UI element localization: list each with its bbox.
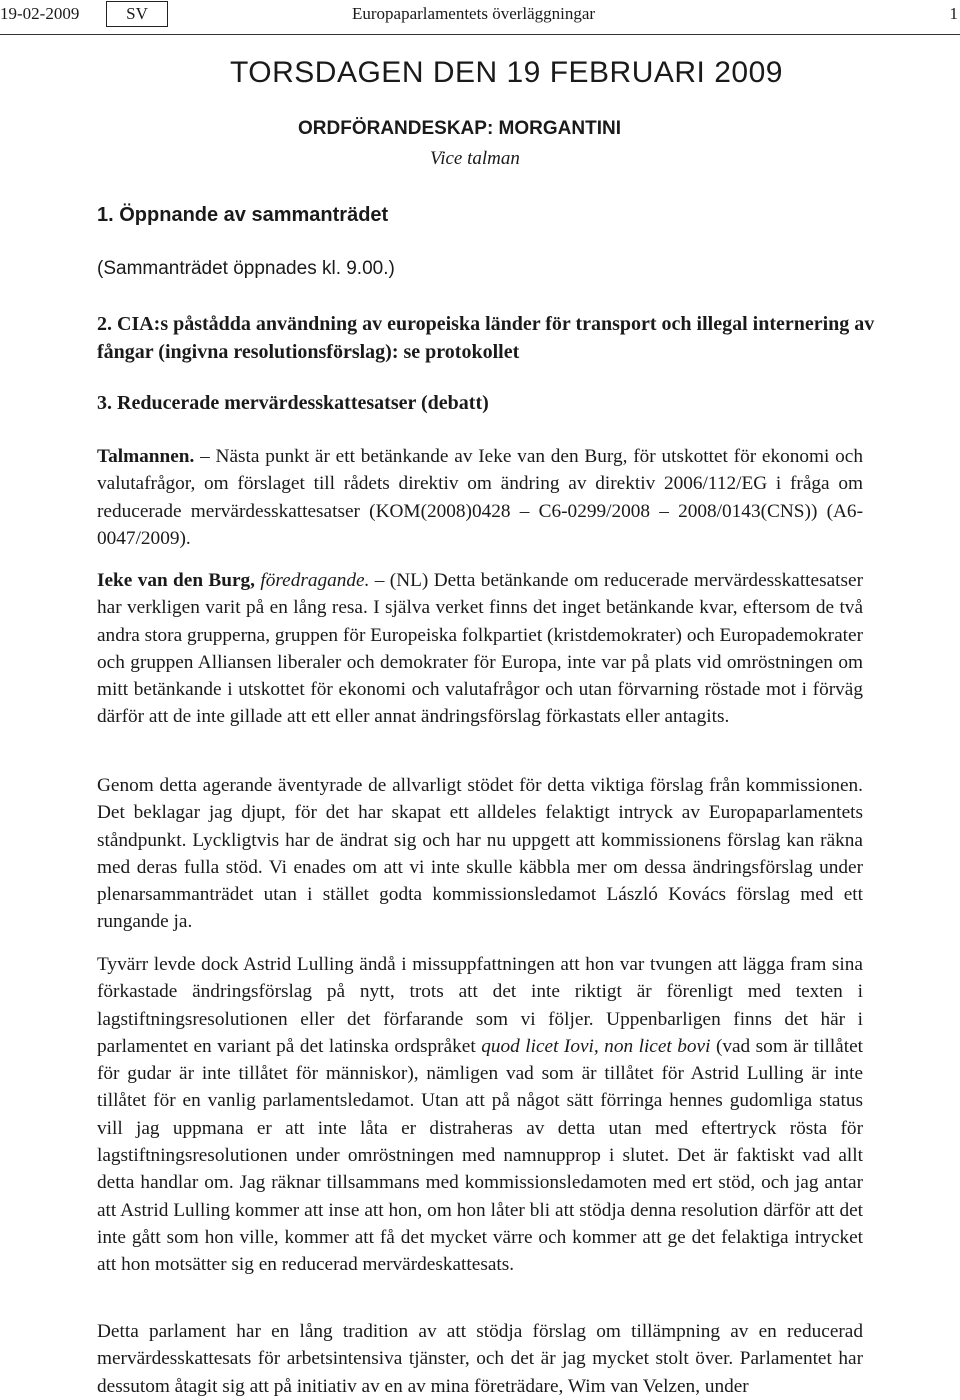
latin-phrase: quod licet Iovi, non licet bovi bbox=[481, 1035, 711, 1057]
page-header bbox=[0, 0, 960, 30]
day-title: TORSDAGEN DEN 19 FEBRUARI 2009 bbox=[230, 56, 783, 89]
debate-paragraph bbox=[97, 1318, 863, 1400]
debate-paragraph bbox=[97, 567, 863, 731]
debate-paragraph bbox=[97, 443, 863, 552]
page-number: 1 bbox=[949, 4, 958, 23]
publication-title: Europaparlamentets överläggningar bbox=[352, 4, 596, 23]
paragraph-text: Detta parlament har en lång tradition av att stödja förslag om tillämpning av en reducerad mervärdesskattesats för arbetsintensiva tjänster, och det är jag mycket stolt över. Parlamentet har dessutom åtagit sig att på initiativ av en av mina företrädare, Wim van Velzen, under bbox=[97, 1321, 863, 1397]
language-note: – (NL) bbox=[374, 570, 429, 591]
agenda-item-3-heading: 3. Reducerade mervärdesskattesatser (debatt) bbox=[97, 392, 489, 414]
header-date: 19-02-2009 bbox=[0, 4, 80, 23]
agenda-item-1-note: (Sammanträdet öppnades kl. 9.00.) bbox=[97, 258, 395, 279]
agenda-item-1-heading: 1. Öppnande av sammanträdet bbox=[97, 204, 389, 226]
chair-line: ORDFÖRANDESKAP: MORGANTINI bbox=[298, 118, 621, 139]
speaker-role: föredragande. bbox=[260, 570, 370, 591]
debate-paragraph bbox=[97, 772, 863, 936]
language-badge: SV bbox=[106, 1, 168, 27]
paragraph-text: Tyvärr levde dock Astrid Lulling ändå i missuppfattningen att hon var tvungen att lägga fram sina förkastade ändringsförslag på nytt, trots att det inte riktigt är förenligt med texten i lagstiftningsresolutionen eller det förfarande som vi följer. Uppenbarligen finns det här i parlamentet en variant på det latinska ordspråket bbox=[97, 954, 863, 1057]
paragraph-text: (vad som är tillåtet för gudar är inte tillåtet för människor), nämligen vad som är tillåtet för Astrid Lulling är inte tillåtet för en vanlig parlamentsledamot. Utan att på något sätt förringa hennes gudomliga status vill jag uppmana er att inte låta er distraheras av detta utan med eftertryck rösta för lagstiftningsresolutionen under omröstningen med namnupprop i slutet. Det är faktiskt vad allt detta handlar om. Jag räknar tillsammans med kommissionsledamoten med ert stöd, och jag antar att Astrid Lulling kommer att inse att hon, om hon låter bli att stödja denna resolution därför att det inte gått som hon ville, kommer att få det mycket värre och kommer att ge det felaktiga intrycket att hon motsätter sig en reducerad mervärdeskattesats. bbox=[97, 1035, 864, 1276]
speaker-name: Talmannen. bbox=[97, 446, 195, 467]
paragraph-text: – Nästa punkt är ett betänkande av Ieke van den Burg, för utskottet för ekonomi och valutafrågor, om förslaget till rådets direktiv om ändring av direktiv 2006/112/EG i fråga om reducerade mervärdesskattesatser (KOM(2008)0428 – C6-0299/2008 – 2008/0143(CNS)) (A6-0047/2009). bbox=[97, 446, 863, 549]
chair-role: Vice talman bbox=[430, 148, 520, 169]
agenda-item-2-heading: 2. CIA:s påstådda användning av europeiska länder för transport och illegal internering av fångar (ingivna resolutionsförslag): se protokollet bbox=[97, 313, 875, 363]
debate-paragraph bbox=[97, 951, 863, 1279]
paragraph-text: Genom detta agerande äventyrade de allvarligt stödet för detta viktiga förslag från kommissionen. Det beklagar jag djupt, för det har skapat ett alldeles felaktigt intryck av Europaparlamentets ståndpunkt. Lyckligtvis har de ändrat sig och har nu uppgett att kommissionens förslag kan räkna med deras fulla stöd. Vi enades om att vi inte skulle käbbla mer om dessa ändringsförslag under plenarsammanträdet utan i stället godta kommissionsledamot László Kovács förslag med ett rungande ja. bbox=[97, 775, 863, 933]
speaker-name: Ieke van den Burg, bbox=[97, 570, 255, 591]
header-rule bbox=[0, 34, 960, 35]
paragraph-text: Detta betänkande om reducerade mervärdesskattesatser har verkligen varit på en lång resa. I själva verket finns det inget betänkande kvar, eftersom de två andra stora grupperna, gruppen för Europeiska folkpartiet (kristdemokrater) och Europademokrater och gruppen Alliansen liberaler och demokrater för Europa, inte var på plats vid omröstningen om mitt betänkande i utskottet för ekonomi och valutafrågor och utan förvarning röstade mot i förväg därför att de inte gillade att ett eller annat ändringsförslag förkastats eller antagits. bbox=[97, 570, 864, 728]
